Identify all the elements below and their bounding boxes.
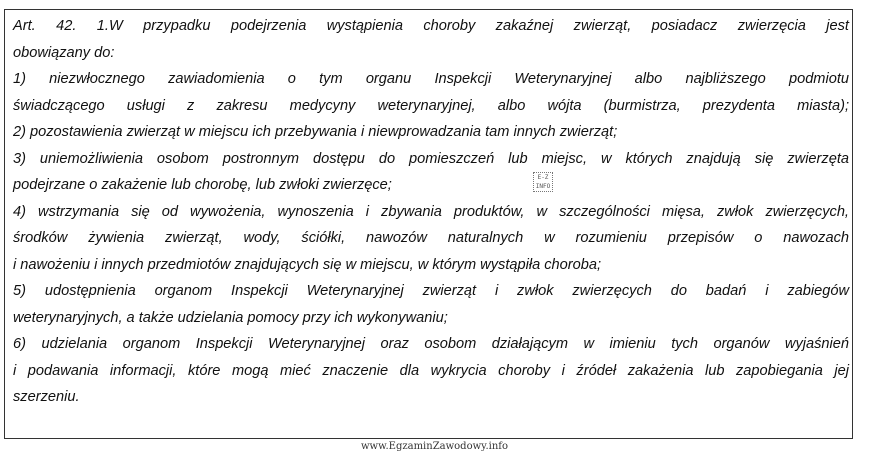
- article-line: 4) wstrzymania się od wywożenia, wynoszenia i zbywania produktów, w szczególności mięsa, zwłok zwierzęcych,: [13, 203, 849, 220]
- article-line: szerzeniu.: [13, 389, 80, 405]
- article-text: [13, 13, 849, 411]
- footer-site-name: www.EgzaminZawodowy.info: [360, 441, 509, 452]
- article-line: podejrzane o zakażenie lub chorobę, lub zwłoki zwierzęce;: [13, 177, 392, 193]
- watermark-stamp-line: E-Z: [537, 174, 549, 181]
- watermark-stamp-line: INFO: [535, 183, 551, 190]
- article-line: 2) pozostawienia zwierząt w miejscu ich przebywania i niewprowadzania tam innych zwierząt;: [13, 124, 618, 140]
- article-line: obowiązany do:: [13, 44, 115, 61]
- article-line: świadczącego usługi z zakresu medycyny weterynaryjnej, albo wójta (burmistrza, prezydenta miasta);: [13, 97, 849, 114]
- article-line: środków żywienia zwierząt, wody, ściółki, nawozów naturalnych w rozumieniu przepisów o nawozach: [13, 230, 849, 246]
- article-line: i nawożeniu i innych przedmiotów znajdujących się w miejscu, w którym wystąpiła choroba;: [13, 256, 602, 273]
- article-line: Art. 42. 1.W przypadku podejrzenia wystąpienia choroby zakaźnej zwierząt, posiadacz zwierzęcia jest: [13, 18, 849, 34]
- article-line: 6) udzielania organom Inspekcji Weterynaryjnej oraz osobom działającym w imieniu tych organów wyjaśnień: [13, 336, 849, 352]
- article-line: i podawania informacji, które mogą mieć znaczenie dla wykrycia choroby i źródeł zakażenia lub zapobiegania jej: [13, 362, 849, 379]
- article-line: 3) uniemożliwienia osobom postronnym dostępu do pomieszczeń lub miejsc, w których znajdują się zwierzęta: [13, 150, 849, 167]
- watermark-stamp: [533, 172, 553, 192]
- article-line: weterynaryjnych, a także udzielania pomocy przy ich wykonywaniu;: [13, 309, 448, 326]
- article-line: 1) niezwłocznego zawiadomienia o tym organu Inspekcji Weterynaryjnej albo najbliższego podmiotu: [13, 71, 849, 87]
- article-line: 5) udostępnienia organom Inspekcji Weterynaryjnej zwierząt i zwłok zwierzęcych do badań i zabiegów: [13, 283, 849, 299]
